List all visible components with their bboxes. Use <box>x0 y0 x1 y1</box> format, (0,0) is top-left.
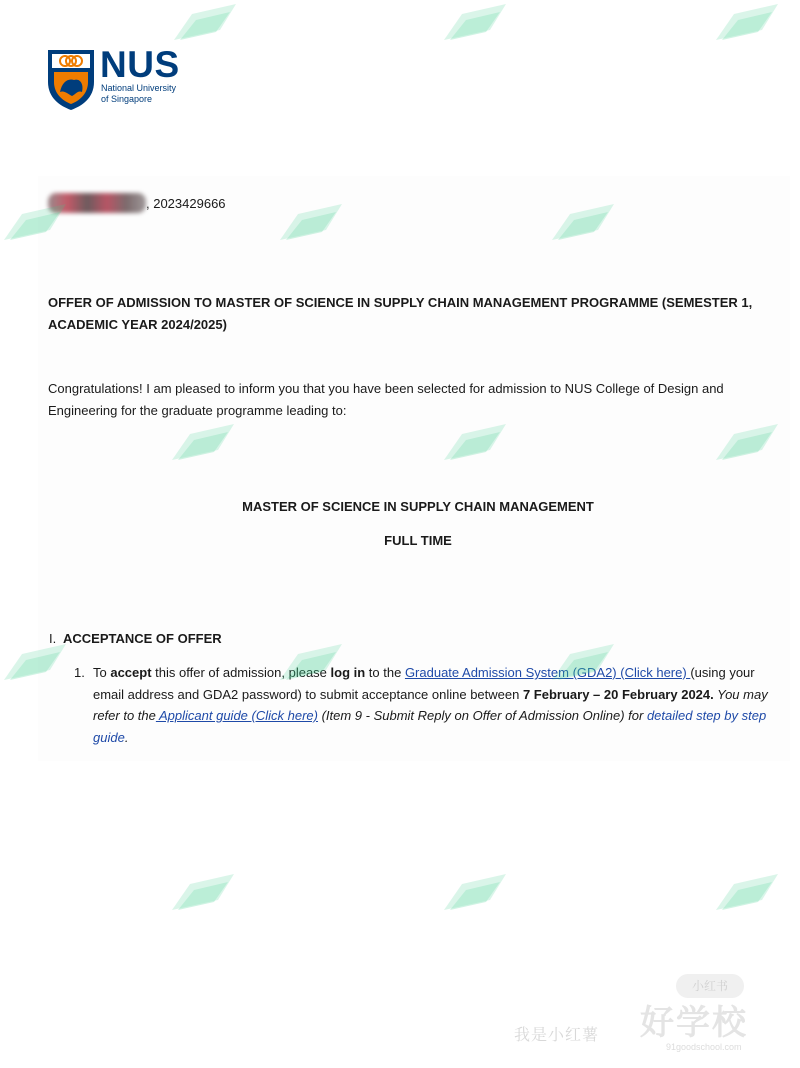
watermark-mark <box>0 200 70 244</box>
nus-crest-icon <box>46 48 96 112</box>
offer-heading: OFFER OF ADMISSION TO MASTER OF SCIENCE IN SUPPLY CHAIN MANAGEMENT PROGRAMME (SEMESTER 1, ACADEMIC YEAR 2024/2025) <box>48 295 753 332</box>
watermark-mark <box>712 420 782 464</box>
accept-emphasis: accept <box>110 665 152 680</box>
section-title: ACCEPTANCE OF OFFER <box>63 631 222 646</box>
watermark-mark <box>440 870 510 914</box>
watermark-mark <box>168 420 238 464</box>
programme-name: MASTER OF SCIENCE IN SUPPLY CHAIN MANAGEMENT <box>242 499 594 514</box>
applicant-guide-link[interactable]: Applicant guide (Click here) <box>155 708 318 723</box>
logo-wordmark: NUS <box>100 44 180 85</box>
text: (Item 9 - Submit Reply on Offer of Admission Online) for <box>317 708 647 723</box>
text: You may refer to the <box>93 686 768 723</box>
section-number: I. <box>49 631 57 646</box>
watermark-mark <box>276 200 346 244</box>
text: to the <box>365 665 405 680</box>
watermark-mark <box>548 640 618 684</box>
recipient-line <box>48 193 226 213</box>
corner-watermark-logo: 好学校 <box>640 1004 748 1042</box>
text: (using your email address and GDA2 password) to submit acceptance online between <box>93 665 755 702</box>
watermark-mark <box>712 0 782 44</box>
step-guide-text: detailed step by step guide <box>93 708 767 745</box>
watermark-mark <box>276 640 346 684</box>
logo-line-2: of Singapore <box>101 94 153 104</box>
nus-logo <box>46 44 196 114</box>
login-emphasis: log in <box>330 665 366 680</box>
acceptance-instructions <box>93 662 783 748</box>
text: . <box>124 729 129 745</box>
logo-line-1: National University <box>101 83 177 93</box>
corner-watermark-url: 91goodschool.com <box>666 1042 742 1052</box>
watermark-mark <box>168 870 238 914</box>
corner-badge: 小红书 <box>676 974 744 998</box>
gda2-link[interactable]: Graduate Admission System (GDA2) (Click here) <box>404 665 691 680</box>
watermark-mark <box>712 870 782 914</box>
text: this offer of admission, please <box>151 665 331 680</box>
corner-watermark-text: 我是小红薯 <box>514 1027 600 1044</box>
intro-paragraph: Congratulations! I am pleased to inform you that you have been selected for admission to NUS College of Design and Engineering for the graduate programme leading to: <box>48 381 724 418</box>
watermark-mark <box>0 640 70 684</box>
watermark-mark <box>548 200 618 244</box>
watermark-mark <box>170 0 240 44</box>
watermark-mark <box>440 0 510 44</box>
text: To <box>93 665 111 680</box>
watermark-mark <box>440 420 510 464</box>
item-number: 1. <box>74 665 85 680</box>
acceptance-dates: 7 February – 20 February 2024. <box>522 686 714 702</box>
study-mode: FULL TIME <box>384 533 452 548</box>
student-number: , 2023429666 <box>146 195 226 211</box>
